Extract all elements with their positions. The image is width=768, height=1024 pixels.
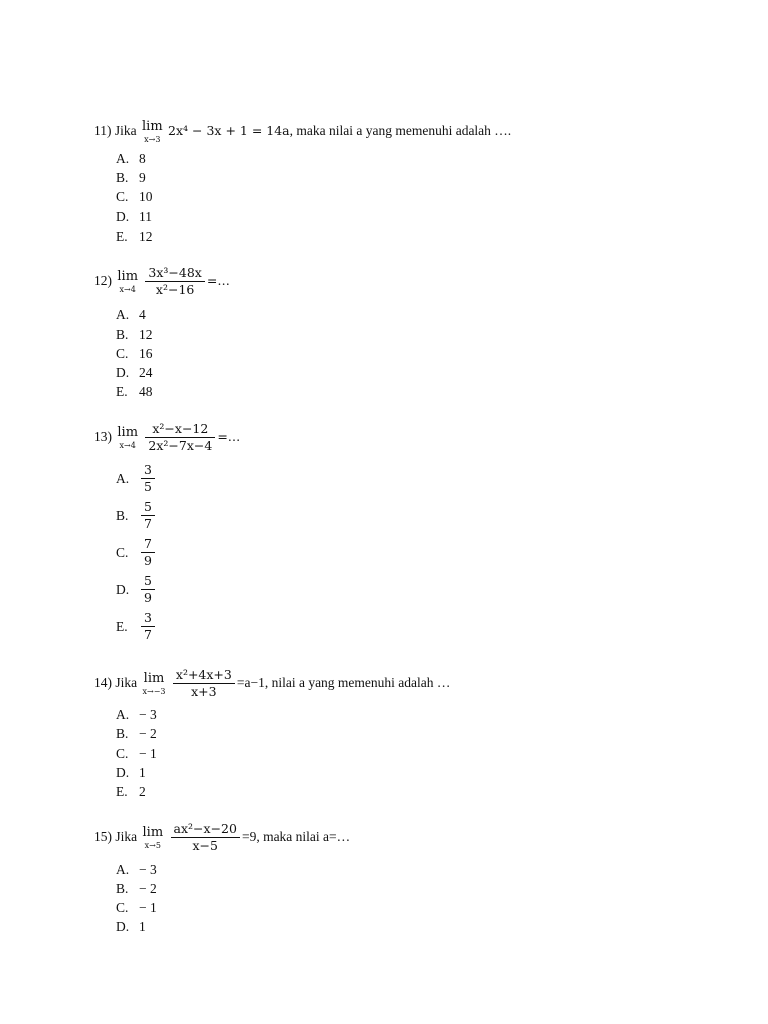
option-fraction: $\frac{5}{9}$ <box>141 574 155 606</box>
question-suffix: =a−1, nilai a yang memenuhi adalah … <box>236 674 451 690</box>
fraction-denominator: x−5 <box>171 837 240 853</box>
lim-subscript: x→5 <box>144 840 161 850</box>
option-fraction: $\frac{5}{7}$ <box>141 500 155 532</box>
option-a: A. 8 <box>116 151 146 166</box>
option-e: E. 12 <box>116 229 153 244</box>
option-fraction: $\frac{7}{9}$ <box>141 537 155 569</box>
option-b: B. 12 <box>116 327 153 342</box>
lim-subscript: x→4 <box>119 440 136 450</box>
question-suffix: =9, maka nilai a=… <box>241 828 351 844</box>
question-suffix: =… <box>217 428 241 444</box>
lim-subscript: x→3 <box>144 135 161 144</box>
option-b: B. − 2 <box>116 881 157 896</box>
question-12 <box>94 266 230 298</box>
question-number: 14) <box>94 674 112 690</box>
question-suffix: , maka nilai a yang memenuhi adalah …. <box>289 123 512 139</box>
option-d: D. $\frac{5}{9}$ <box>116 574 157 606</box>
option-a: A. 4 <box>116 307 146 322</box>
limit-fraction <box>171 822 240 854</box>
option-b: B. − 2 <box>116 726 157 741</box>
fraction-denominator: x+3 <box>173 683 235 699</box>
option-c: C. − 1 <box>116 900 157 915</box>
limit-expression: 2x⁴ − 3x + 1 = 14a <box>168 123 290 139</box>
lim-subscript: x→4 <box>119 284 136 294</box>
option-fraction: $\frac{3}{7}$ <box>141 611 155 643</box>
option-d: D. 24 <box>116 365 153 380</box>
fraction-denominator: x²−16 <box>145 281 204 297</box>
limit-operator <box>142 120 163 144</box>
limit-operator <box>143 672 166 696</box>
option-e: E. 2 <box>116 784 146 799</box>
lim-word: lim <box>142 119 163 134</box>
limit-operator <box>143 826 164 850</box>
lim-word: lim <box>117 424 139 440</box>
fraction-numerator: x²+4x+3 <box>175 667 232 682</box>
limit-operator <box>117 270 138 294</box>
question-number: 11) <box>94 123 112 139</box>
option-b: B. 9 <box>116 170 146 185</box>
option-d: D. 1 <box>116 919 146 934</box>
question-suffix: =… <box>206 272 230 288</box>
limit-fraction <box>145 266 204 298</box>
option-d: D. 1 <box>116 765 146 780</box>
option-a: A. − 3 <box>116 707 157 722</box>
question-prefix: Jika <box>115 828 138 844</box>
question-15 <box>94 822 350 854</box>
option-c: C. − 1 <box>116 746 157 761</box>
option-b: B. $\frac{5}{7}$ <box>116 500 157 532</box>
lim-word: lim <box>143 670 165 686</box>
question-number: 12) <box>94 272 112 288</box>
lim-word: lim <box>117 268 139 284</box>
option-c: C. 10 <box>116 189 153 204</box>
question-prefix: Jika <box>115 674 138 690</box>
option-fraction: $\frac{3}{5}$ <box>141 463 155 495</box>
fraction-numerator: 3x³−48x <box>148 265 202 280</box>
question-number: 15) <box>94 828 112 844</box>
option-c: C. $\frac{7}{9}$ <box>116 537 157 569</box>
option-e: E. 48 <box>116 384 153 399</box>
option-a: A. − 3 <box>116 862 157 877</box>
limit-fraction <box>173 668 235 700</box>
question-13 <box>94 422 240 454</box>
fraction-numerator: ax²−x−20 <box>173 821 237 836</box>
option-c: C. 16 <box>116 346 153 361</box>
question-11 <box>94 120 511 144</box>
option-d: D. 11 <box>116 209 152 224</box>
question-14 <box>94 668 450 700</box>
limit-fraction <box>145 422 215 454</box>
limit-operator <box>117 426 138 450</box>
question-prefix: Jika <box>114 123 137 139</box>
lim-subscript: x→−3 <box>142 686 166 696</box>
option-a: A. $\frac{3}{5}$ <box>116 463 157 495</box>
fraction-numerator: x²−x−12 <box>152 421 209 436</box>
question-number: 13) <box>94 428 112 444</box>
fraction-denominator: 2x²−7x−4 <box>145 437 215 453</box>
lim-word: lim <box>142 824 164 840</box>
option-e: E. $\frac{3}{7}$ <box>116 611 157 643</box>
